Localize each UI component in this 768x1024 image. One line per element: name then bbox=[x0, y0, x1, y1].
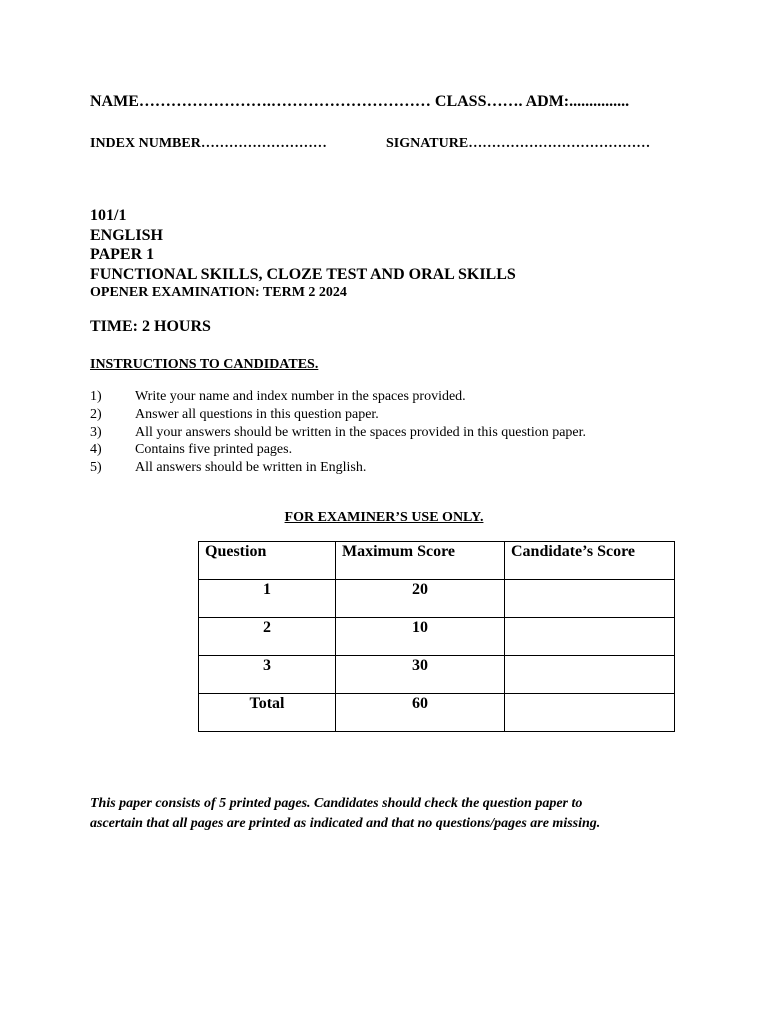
instruction-number: 4) bbox=[90, 442, 102, 458]
page-count-note-line-2: ascertain that all pages are printed as indicated and that no questions/pages are missing. bbox=[90, 816, 601, 831]
question-cell: 2 bbox=[199, 618, 336, 656]
instruction-item bbox=[90, 389, 586, 407]
instruction-number: 3) bbox=[90, 424, 102, 440]
instruction-item bbox=[90, 460, 586, 478]
table-row bbox=[199, 618, 675, 656]
paper-title: FUNCTIONAL SKILLS, CLOZE TEST AND ORAL SKILLS bbox=[90, 265, 516, 283]
exam-time: TIME: 2 HOURS bbox=[90, 318, 211, 335]
candidate-score-cell bbox=[505, 656, 675, 694]
page-count-note bbox=[90, 794, 600, 834]
index-number-line: INDEX NUMBER……………………… bbox=[90, 136, 327, 151]
table-row bbox=[199, 580, 675, 618]
name-class-adm-line: NAME…………………….………………………… CLASS……. ADM:............... bbox=[90, 93, 630, 110]
instruction-text: All your answers should be written in the spaces provided in this question paper. bbox=[135, 424, 587, 440]
question-cell: Total bbox=[199, 694, 336, 732]
page-count-note-line-1: This paper consists of 5 printed pages. Candidates should check the question paper to bbox=[90, 796, 583, 811]
table-row bbox=[199, 656, 675, 694]
max-score-cell: 10 bbox=[336, 618, 505, 656]
max-score-cell: 60 bbox=[336, 694, 505, 732]
instruction-item bbox=[90, 425, 586, 443]
candidate-score-cell bbox=[505, 580, 675, 618]
header-candidate-score: Candidate’s Score bbox=[505, 542, 675, 580]
max-score-cell: 20 bbox=[336, 580, 505, 618]
instructions-title: INSTRUCTIONS TO CANDIDATES. bbox=[90, 357, 319, 372]
max-score-cell: 30 bbox=[336, 656, 505, 694]
instruction-text: All answers should be written in English. bbox=[135, 460, 367, 476]
paper-details bbox=[90, 206, 516, 302]
exam-name: OPENER EXAMINATION: TERM 2 2024 bbox=[90, 285, 347, 300]
paper-subject: ENGLISH bbox=[90, 226, 163, 244]
score-table-header-row bbox=[199, 542, 675, 580]
instruction-item bbox=[90, 442, 586, 460]
instruction-number: 1) bbox=[90, 389, 102, 404]
instruction-text: Answer all questions in this question paper. bbox=[135, 406, 379, 422]
instruction-number: 2) bbox=[90, 406, 102, 422]
table-row-total bbox=[199, 694, 675, 732]
instruction-text: Write your name and index number in the spaces provided. bbox=[135, 389, 466, 404]
candidate-score-cell bbox=[505, 618, 675, 656]
examiner-use-title: FOR EXAMINER’S USE ONLY. bbox=[284, 510, 484, 525]
candidate-score-cell bbox=[505, 694, 675, 732]
examiner-score-table bbox=[198, 541, 675, 732]
instruction-text: Contains five printed pages. bbox=[135, 442, 293, 458]
question-cell: 1 bbox=[199, 580, 336, 618]
instruction-number: 5) bbox=[90, 460, 102, 476]
header-question: Question bbox=[199, 542, 336, 580]
signature-line: SIGNATURE………………………………… bbox=[386, 136, 651, 151]
paper-code: 101/1 bbox=[90, 207, 127, 224]
instructions-list bbox=[90, 389, 586, 478]
instruction-item bbox=[90, 407, 586, 425]
header-maximum-score: Maximum Score bbox=[336, 542, 505, 580]
paper-number: PAPER 1 bbox=[90, 246, 155, 263]
question-cell: 3 bbox=[199, 656, 336, 694]
